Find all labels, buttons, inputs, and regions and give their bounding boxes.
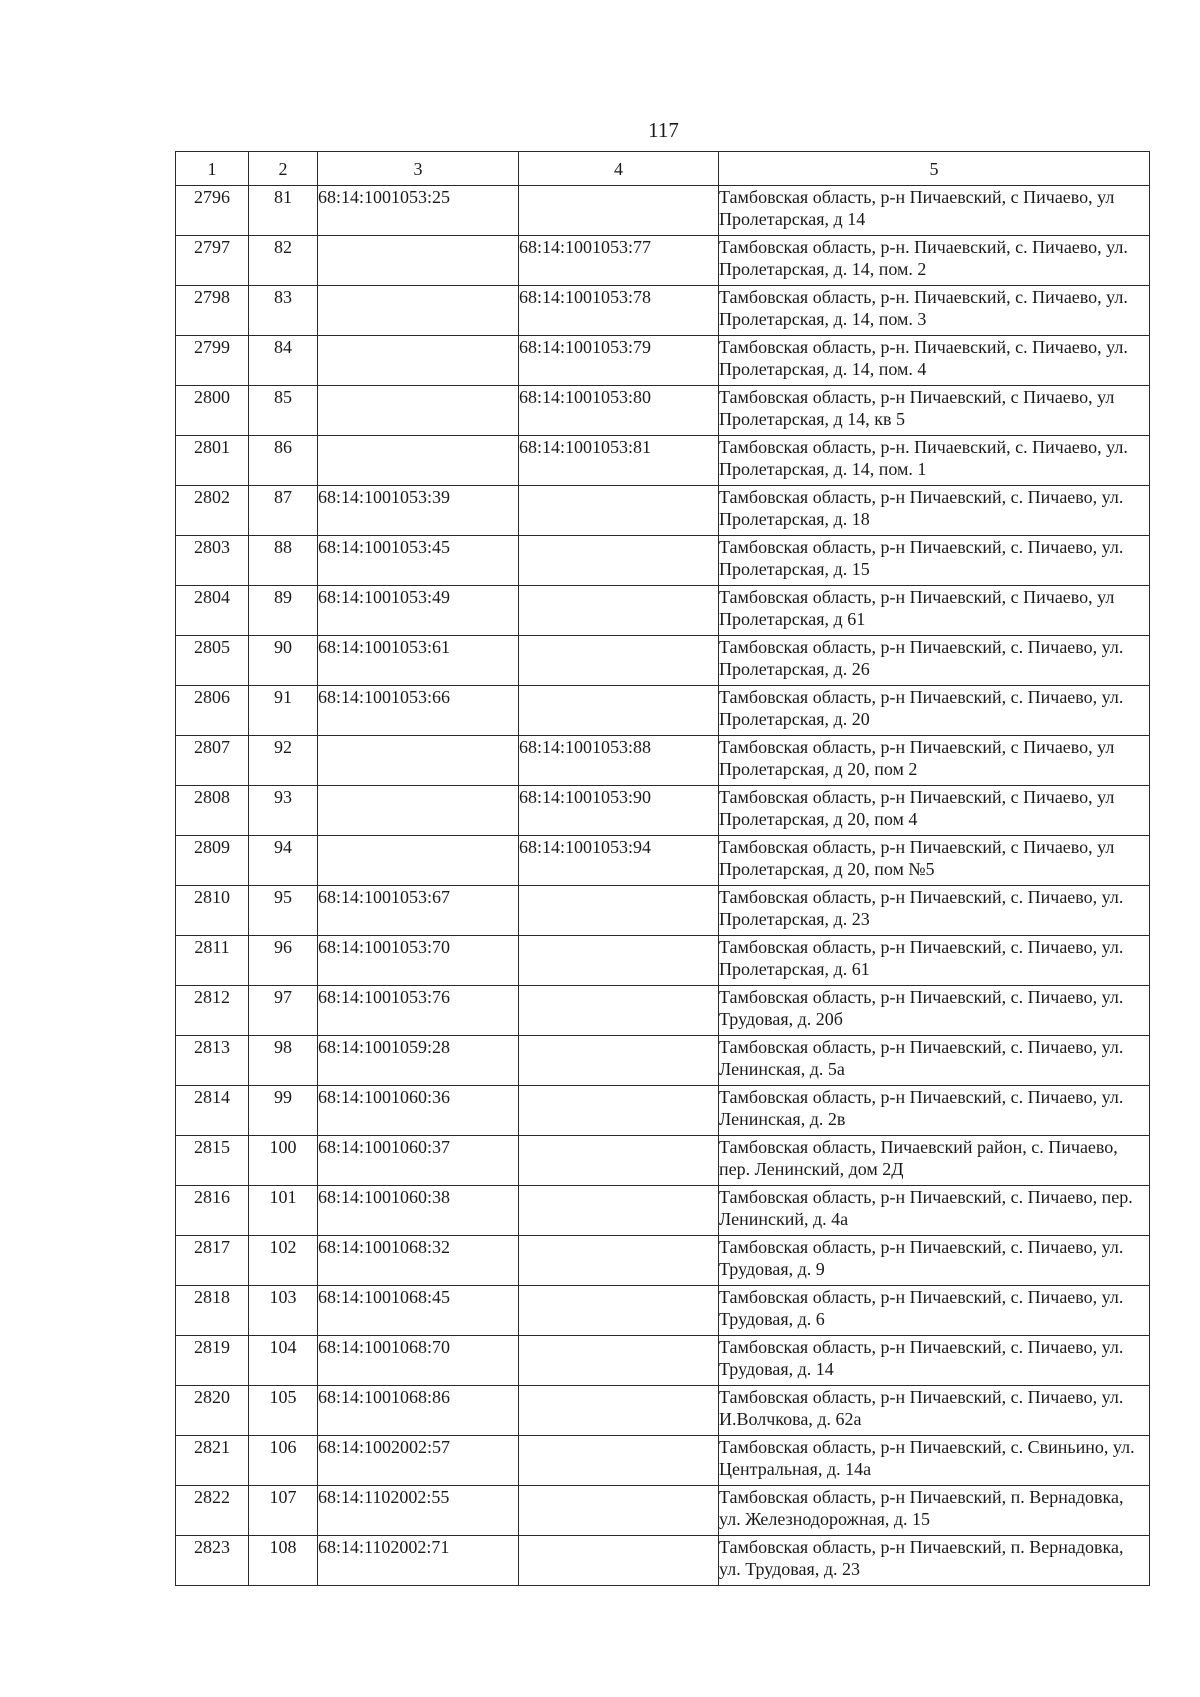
table-row (176, 836, 1150, 886)
address-cell: Тамбовская область, р-н Пичаевский, с. Свиньино, ул. Центральная, д. 14а (719, 1436, 1150, 1486)
cadastral-number-cell (318, 386, 519, 436)
cadastral-number-cell: 68:14:1102002:71 (318, 1536, 519, 1586)
related-cadastral-number-cell (519, 536, 719, 586)
row-number-cell: 2816 (176, 1186, 249, 1236)
table-row (176, 886, 1150, 936)
related-cadastral-number-cell (519, 636, 719, 686)
item-index-cell: 101 (249, 1186, 318, 1236)
item-index-cell: 102 (249, 1236, 318, 1286)
row-number-cell: 2822 (176, 1486, 249, 1536)
item-index-cell: 87 (249, 486, 318, 536)
item-index-cell: 83 (249, 286, 318, 336)
row-number-cell: 2802 (176, 486, 249, 536)
table-row (176, 536, 1150, 586)
cadastral-number-cell: 68:14:1001053:39 (318, 486, 519, 536)
table-row (176, 386, 1150, 436)
row-number-cell: 2808 (176, 786, 249, 836)
item-index-cell: 96 (249, 936, 318, 986)
item-index-cell: 92 (249, 736, 318, 786)
row-number-cell: 2797 (176, 236, 249, 286)
item-index-cell: 100 (249, 1136, 318, 1186)
related-cadastral-number-cell: 68:14:1001053:90 (519, 786, 719, 836)
table-row (176, 236, 1150, 286)
related-cadastral-number-cell (519, 1086, 719, 1136)
related-cadastral-number-cell (519, 186, 719, 236)
row-number-cell: 2820 (176, 1386, 249, 1436)
table-row (176, 736, 1150, 786)
cadastral-number-cell (318, 786, 519, 836)
cadastral-number-cell: 68:14:1001068:70 (318, 1336, 519, 1386)
related-cadastral-number-cell (519, 886, 719, 936)
item-index-cell: 98 (249, 1036, 318, 1086)
related-cadastral-number-cell (519, 1436, 719, 1486)
row-number-cell: 2818 (176, 1286, 249, 1336)
address-cell: Тамбовская область, р-н Пичаевский, с. Пичаево, ул. Ленинская, д. 5а (719, 1036, 1150, 1086)
cadastral-number-cell: 68:14:1001068:86 (318, 1386, 519, 1436)
row-number-cell: 2804 (176, 586, 249, 636)
address-cell: Тамбовская область, р-н. Пичаевский, с. Пичаево, ул. Пролетарская, д. 14, пом. 1 (719, 436, 1150, 486)
related-cadastral-number-cell (519, 1186, 719, 1236)
row-number-cell: 2823 (176, 1536, 249, 1586)
table-row (176, 1336, 1150, 1386)
item-index-cell: 93 (249, 786, 318, 836)
address-cell: Тамбовская область, р-н Пичаевский, с Пичаево, ул Пролетарская, д 20, пом №5 (719, 836, 1150, 886)
cadastral-number-cell: 68:14:1001059:28 (318, 1036, 519, 1086)
address-cell: Тамбовская область, р-н Пичаевский, с. Пичаево, ул. Пролетарская, д. 15 (719, 536, 1150, 586)
table-row (176, 786, 1150, 836)
cadastral-number-cell: 68:14:1001053:25 (318, 186, 519, 236)
related-cadastral-number-cell (519, 1336, 719, 1386)
address-cell: Тамбовская область, р-н Пичаевский, с Пичаево, ул Пролетарская, д 20, пом 4 (719, 786, 1150, 836)
cadastral-number-cell: 68:14:1001060:38 (318, 1186, 519, 1236)
row-number-cell: 2799 (176, 336, 249, 386)
row-number-cell: 2821 (176, 1436, 249, 1486)
table-row (176, 1186, 1150, 1236)
table-row (176, 186, 1150, 236)
column-header-2: 2 (249, 152, 318, 186)
cadastral-number-cell (318, 286, 519, 336)
column-header-4: 4 (519, 152, 719, 186)
cadastral-number-cell: 68:14:1001068:32 (318, 1236, 519, 1286)
table-row (176, 1486, 1150, 1536)
item-index-cell: 94 (249, 836, 318, 886)
row-number-cell: 2803 (176, 536, 249, 586)
cadastral-number-cell: 68:14:1001068:45 (318, 1286, 519, 1336)
item-index-cell: 81 (249, 186, 318, 236)
cadastral-number-cell: 68:14:1001053:45 (318, 536, 519, 586)
cadastral-number-cell: 68:14:1001060:37 (318, 1136, 519, 1186)
row-number-cell: 2800 (176, 386, 249, 436)
related-cadastral-number-cell (519, 936, 719, 986)
item-index-cell: 95 (249, 886, 318, 936)
related-cadastral-number-cell: 68:14:1001053:77 (519, 236, 719, 286)
item-index-cell: 86 (249, 436, 318, 486)
item-index-cell: 99 (249, 1086, 318, 1136)
cadastral-number-cell: 68:14:1001053:76 (318, 986, 519, 1036)
column-number-header-row (176, 152, 1150, 186)
cadastral-number-cell: 68:14:1001053:49 (318, 586, 519, 636)
address-cell: Тамбовская область, р-н Пичаевский, с Пичаево, ул Пролетарская, д 14 (719, 186, 1150, 236)
address-cell: Тамбовская область, р-н. Пичаевский, с. Пичаево, ул. Пролетарская, д. 14, пом. 3 (719, 286, 1150, 336)
row-number-cell: 2813 (176, 1036, 249, 1086)
row-number-cell: 2810 (176, 886, 249, 936)
related-cadastral-number-cell (519, 1536, 719, 1586)
row-number-cell: 2798 (176, 286, 249, 336)
table-row (176, 1386, 1150, 1436)
cadastral-number-cell: 68:14:1002002:57 (318, 1436, 519, 1486)
address-cell: Тамбовская область, р-н Пичаевский, с. Пичаево, ул. Пролетарская, д. 20 (719, 686, 1150, 736)
item-index-cell: 106 (249, 1436, 318, 1486)
cadastral-number-cell: 68:14:1001060:36 (318, 1086, 519, 1136)
address-cell: Тамбовская область, р-н Пичаевский, с. Пичаево, ул. Ленинская, д. 2в (719, 1086, 1150, 1136)
row-number-cell: 2807 (176, 736, 249, 786)
cadastral-number-cell (318, 336, 519, 386)
table-row (176, 486, 1150, 536)
table-row (176, 436, 1150, 486)
cadastral-number-cell (318, 436, 519, 486)
row-number-cell: 2817 (176, 1236, 249, 1286)
column-header-5: 5 (719, 152, 1150, 186)
address-cell: Тамбовская область, р-н Пичаевский, с Пичаево, ул Пролетарская, д 61 (719, 586, 1150, 636)
item-index-cell: 88 (249, 536, 318, 586)
table-row (176, 986, 1150, 1036)
address-cell: Тамбовская область, р-н Пичаевский, п. Вернадовка, ул. Железнодорожная, д. 15 (719, 1486, 1150, 1536)
item-index-cell: 90 (249, 636, 318, 686)
cadastral-number-cell: 68:14:1001053:67 (318, 886, 519, 936)
address-cell: Тамбовская область, р-н Пичаевский, с. Пичаево, ул. Трудовая, д. 9 (719, 1236, 1150, 1286)
related-cadastral-number-cell (519, 1236, 719, 1286)
address-cell: Тамбовская область, Пичаевский район, с. Пичаево, пер. Ленинский, дом 2Д (719, 1136, 1150, 1186)
cadastral-number-cell: 68:14:1001053:66 (318, 686, 519, 736)
address-cell: Тамбовская область, р-н Пичаевский, с. Пичаево, ул. Трудовая, д. 6 (719, 1286, 1150, 1336)
related-cadastral-number-cell (519, 1136, 719, 1186)
table-row (176, 1536, 1150, 1586)
related-cadastral-number-cell: 68:14:1001053:81 (519, 436, 719, 486)
table-row (176, 1436, 1150, 1486)
cadastral-number-cell (318, 736, 519, 786)
row-number-cell: 2809 (176, 836, 249, 886)
row-number-cell: 2815 (176, 1136, 249, 1186)
row-number-cell: 2819 (176, 1336, 249, 1386)
row-number-cell: 2796 (176, 186, 249, 236)
cadastral-number-cell (318, 236, 519, 286)
address-cell: Тамбовская область, р-н Пичаевский, с. Пичаево, ул. Пролетарская, д. 23 (719, 886, 1150, 936)
related-cadastral-number-cell: 68:14:1001053:88 (519, 736, 719, 786)
property-registry-table (175, 151, 1150, 1586)
related-cadastral-number-cell (519, 1036, 719, 1086)
address-cell: Тамбовская область, р-н Пичаевский, с. Пичаево, ул. Пролетарская, д. 61 (719, 936, 1150, 986)
table-row (176, 1236, 1150, 1286)
address-cell: Тамбовская область, р-н Пичаевский, п. Вернадовка, ул. Трудовая, д. 23 (719, 1536, 1150, 1586)
related-cadastral-number-cell (519, 1386, 719, 1436)
item-index-cell: 97 (249, 986, 318, 1036)
table-row (176, 1286, 1150, 1336)
row-number-cell: 2814 (176, 1086, 249, 1136)
item-index-cell: 104 (249, 1336, 318, 1386)
page-number: 117 (648, 118, 679, 142)
table-row (176, 636, 1150, 686)
cadastral-number-cell: 68:14:1001053:61 (318, 636, 519, 686)
address-cell: Тамбовская область, р-н. Пичаевский, с. Пичаево, ул. Пролетарская, д. 14, пом. 4 (719, 336, 1150, 386)
table-row (176, 336, 1150, 386)
item-index-cell: 91 (249, 686, 318, 736)
address-cell: Тамбовская область, р-н Пичаевский, с. Пичаево, пер. Ленинский, д. 4а (719, 1186, 1150, 1236)
item-index-cell: 105 (249, 1386, 318, 1436)
row-number-cell: 2811 (176, 936, 249, 986)
related-cadastral-number-cell: 68:14:1001053:79 (519, 336, 719, 386)
address-cell: Тамбовская область, р-н Пичаевский, с. Пичаево, ул. Пролетарская, д. 18 (719, 486, 1150, 536)
item-index-cell: 85 (249, 386, 318, 436)
address-cell: Тамбовская область, р-н Пичаевский, с. Пичаево, ул. Трудовая, д. 14 (719, 1336, 1150, 1386)
related-cadastral-number-cell (519, 686, 719, 736)
cadastral-number-cell: 68:14:1001053:70 (318, 936, 519, 986)
address-cell: Тамбовская область, р-н Пичаевский, с Пичаево, ул Пролетарская, д 20, пом 2 (719, 736, 1150, 786)
table-row (176, 286, 1150, 336)
registry-body (176, 186, 1150, 1586)
address-cell: Тамбовская область, р-н Пичаевский, с. Пичаево, ул. Трудовая, д. 20б (719, 986, 1150, 1036)
cadastral-number-cell: 68:14:1102002:55 (318, 1486, 519, 1536)
cadastral-number-cell (318, 836, 519, 886)
item-index-cell: 89 (249, 586, 318, 636)
related-cadastral-number-cell (519, 1486, 719, 1536)
row-number-cell: 2806 (176, 686, 249, 736)
address-cell: Тамбовская область, р-н. Пичаевский, с. Пичаево, ул. Пролетарская, д. 14, пом. 2 (719, 236, 1150, 286)
table-row (176, 686, 1150, 736)
item-index-cell: 107 (249, 1486, 318, 1536)
item-index-cell: 82 (249, 236, 318, 286)
row-number-cell: 2812 (176, 986, 249, 1036)
related-cadastral-number-cell: 68:14:1001053:94 (519, 836, 719, 886)
table-row (176, 936, 1150, 986)
address-cell: Тамбовская область, р-н Пичаевский, с. Пичаево, ул. И.Волчкова, д. 62а (719, 1386, 1150, 1436)
related-cadastral-number-cell (519, 486, 719, 536)
related-cadastral-number-cell: 68:14:1001053:78 (519, 286, 719, 336)
address-cell: Тамбовская область, р-н Пичаевский, с. Пичаево, ул. Пролетарская, д. 26 (719, 636, 1150, 686)
item-index-cell: 108 (249, 1536, 318, 1586)
related-cadastral-number-cell (519, 986, 719, 1036)
row-number-cell: 2801 (176, 436, 249, 486)
table-row (176, 586, 1150, 636)
address-cell: Тамбовская область, р-н Пичаевский, с Пичаево, ул Пролетарская, д 14, кв 5 (719, 386, 1150, 436)
column-header-1: 1 (176, 152, 249, 186)
column-header-3: 3 (318, 152, 519, 186)
item-index-cell: 103 (249, 1286, 318, 1336)
table-row (176, 1136, 1150, 1186)
table-row (176, 1086, 1150, 1136)
table-row (176, 1036, 1150, 1086)
row-number-cell: 2805 (176, 636, 249, 686)
related-cadastral-number-cell: 68:14:1001053:80 (519, 386, 719, 436)
related-cadastral-number-cell (519, 586, 719, 636)
related-cadastral-number-cell (519, 1286, 719, 1336)
item-index-cell: 84 (249, 336, 318, 386)
